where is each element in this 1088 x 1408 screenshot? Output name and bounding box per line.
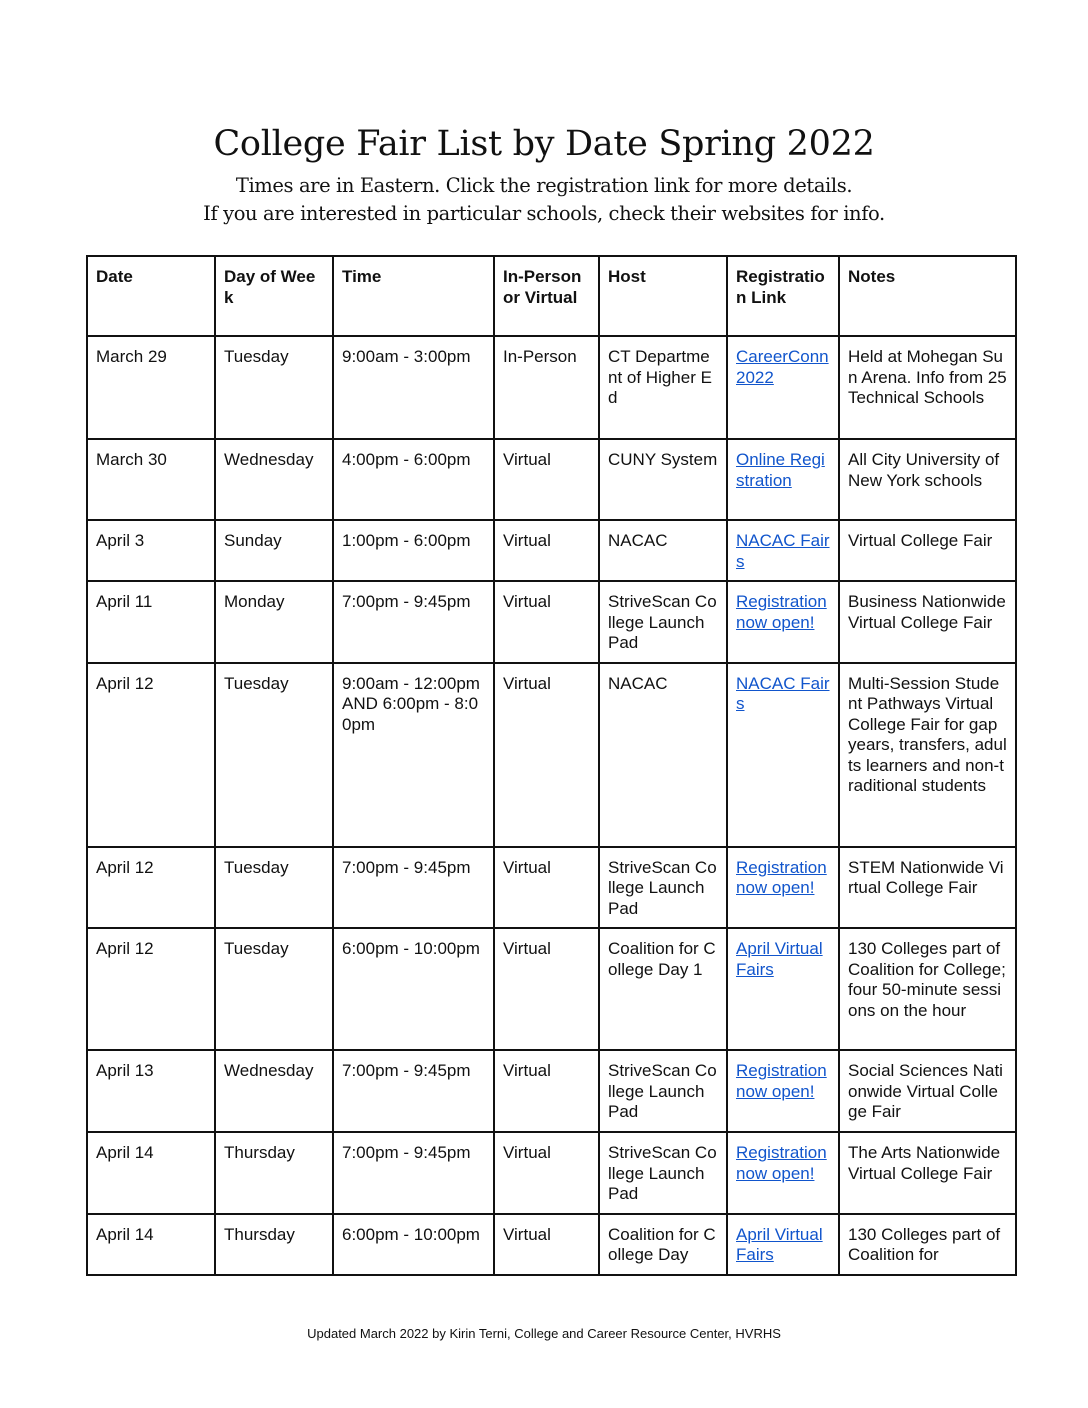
table-row	[87, 1132, 1016, 1214]
header-day-of-week: Day of Week	[215, 256, 333, 336]
table-row	[87, 1214, 1016, 1275]
cell-mode: Virtual	[494, 1050, 599, 1132]
cell-link	[727, 1050, 839, 1132]
table-row	[87, 847, 1016, 929]
cell-day: Tuesday	[215, 663, 333, 847]
table-header-row	[87, 256, 1016, 336]
cell-link	[727, 1132, 839, 1214]
subtitle-timezone-note: Times are in Eastern. Click the registration link for more details.	[235, 174, 853, 197]
registration-link[interactable]: April Virtual Fairs	[736, 939, 823, 979]
header-host: Host	[599, 256, 727, 336]
cell-host: StriveScan College Launch Pad	[599, 1050, 727, 1132]
cell-link	[727, 663, 839, 847]
header-date: Date	[87, 256, 215, 336]
cell-date: April 3	[87, 520, 215, 581]
registration-link[interactable]: Online Registration	[736, 450, 825, 490]
cell-host: StriveScan College Launch Pad	[599, 847, 727, 929]
cell-link	[727, 520, 839, 581]
cell-time: 9:00am - 12:00pm AND 6:00pm - 8:00pm	[333, 663, 494, 847]
cell-host: Coalition for College Day	[599, 1214, 727, 1275]
registration-link[interactable]: April Virtual Fairs	[736, 1224, 823, 1264]
cell-mode: Virtual	[494, 847, 599, 929]
cell-date: April 11	[87, 581, 215, 663]
cell-day: Sunday	[215, 520, 333, 581]
cell-day: Tuesday	[215, 847, 333, 929]
cell-day: Tuesday	[215, 336, 333, 439]
table-row	[87, 663, 1016, 847]
cell-link	[727, 581, 839, 663]
cell-mode: Virtual	[494, 1214, 599, 1275]
cell-host: NACAC	[599, 520, 727, 581]
cell-notes: STEM Nationwide Virtual College Fair	[839, 847, 1016, 929]
cell-host: StriveScan College Launch Pad	[599, 1132, 727, 1214]
cell-notes: 130 Colleges part of Coalition for College; four 50-minute sessions on the hour	[839, 928, 1016, 1050]
cell-mode: Virtual	[494, 1132, 599, 1214]
cell-host: StriveScan College Launch Pad	[599, 581, 727, 663]
registration-link[interactable]: NACAC Fairs	[736, 673, 830, 713]
cell-date: April 14	[87, 1214, 215, 1275]
header-registration-link: Registration Link	[727, 256, 839, 336]
cell-notes: Social Sciences Nationwide Virtual College Fair	[839, 1050, 1016, 1132]
registration-link[interactable]: CareerConn2022	[736, 347, 829, 387]
cell-time: 7:00pm - 9:45pm	[333, 1132, 494, 1214]
cell-link	[727, 336, 839, 439]
cell-link	[727, 1214, 839, 1275]
registration-link[interactable]: Registration now open!	[736, 857, 827, 897]
cell-date: April 12	[87, 663, 215, 847]
registration-link[interactable]: Registration now open!	[736, 1143, 827, 1183]
cell-time: 4:00pm - 6:00pm	[333, 439, 494, 520]
cell-day: Wednesday	[215, 1050, 333, 1132]
cell-date: March 30	[87, 439, 215, 520]
cell-time: 1:00pm - 6:00pm	[333, 520, 494, 581]
header-mode: In-Person or Virtual	[494, 256, 599, 336]
cell-notes: All City University of New York schools	[839, 439, 1016, 520]
cell-date: April 12	[87, 847, 215, 929]
college-fair-table	[86, 255, 1017, 1276]
cell-host: NACAC	[599, 663, 727, 847]
cell-time: 7:00pm - 9:45pm	[333, 1050, 494, 1132]
cell-time: 6:00pm - 10:00pm	[333, 1214, 494, 1275]
cell-day: Tuesday	[215, 928, 333, 1050]
cell-mode: Virtual	[494, 663, 599, 847]
registration-link[interactable]: Registration now open!	[736, 1061, 827, 1101]
header-notes: Notes	[839, 256, 1016, 336]
cell-notes: 130 Colleges part of Coalition for	[839, 1214, 1016, 1275]
cell-date: April 12	[87, 928, 215, 1050]
table-row	[87, 581, 1016, 663]
registration-link[interactable]: Registration now open!	[736, 592, 827, 632]
cell-date: April 13	[87, 1050, 215, 1132]
cell-time: 7:00pm - 9:45pm	[333, 581, 494, 663]
cell-day: Thursday	[215, 1214, 333, 1275]
cell-time: 6:00pm - 10:00pm	[333, 928, 494, 1050]
cell-notes: Multi-Session Student Pathways Virtual College Fair for gap years, transfers, adults learners and non-traditional students	[839, 663, 1016, 847]
cell-time: 7:00pm - 9:45pm	[333, 847, 494, 929]
cell-mode: Virtual	[494, 439, 599, 520]
page-title: College Fair List by Date Spring 2022	[213, 124, 875, 164]
registration-link[interactable]: NACAC Fairs	[736, 531, 830, 571]
cell-mode: Virtual	[494, 928, 599, 1050]
cell-day: Monday	[215, 581, 333, 663]
cell-mode: Virtual	[494, 581, 599, 663]
table-row	[87, 1050, 1016, 1132]
cell-mode: In-Person	[494, 336, 599, 439]
cell-date: March 29	[87, 336, 215, 439]
cell-host: CT Department of Higher Ed	[599, 336, 727, 439]
cell-host: CUNY System	[599, 439, 727, 520]
table-row	[87, 928, 1016, 1050]
table-row	[87, 520, 1016, 581]
cell-day: Wednesday	[215, 439, 333, 520]
cell-link	[727, 847, 839, 929]
cell-host: Coalition for College Day 1	[599, 928, 727, 1050]
cell-notes: The Arts Nationwide Virtual College Fair	[839, 1132, 1016, 1214]
footer-credit: Updated March 2022 by Kirin Terni, College and Career Resource Center, HVRHS	[307, 1326, 781, 1341]
table-row	[87, 336, 1016, 439]
cell-mode: Virtual	[494, 520, 599, 581]
cell-notes: Virtual College Fair	[839, 520, 1016, 581]
header-time: Time	[333, 256, 494, 336]
cell-date: April 14	[87, 1132, 215, 1214]
cell-day: Thursday	[215, 1132, 333, 1214]
cell-notes: Held at Mohegan Sun Arena. Info from 25 Technical Schools	[839, 336, 1016, 439]
cell-link	[727, 928, 839, 1050]
cell-notes: Business Nationwide Virtual College Fair	[839, 581, 1016, 663]
subtitle-schools-note: If you are interested in particular schools, check their websites for info.	[203, 202, 885, 225]
cell-link	[727, 439, 839, 520]
cell-time: 9:00am - 3:00pm	[333, 336, 494, 439]
table-row	[87, 439, 1016, 520]
